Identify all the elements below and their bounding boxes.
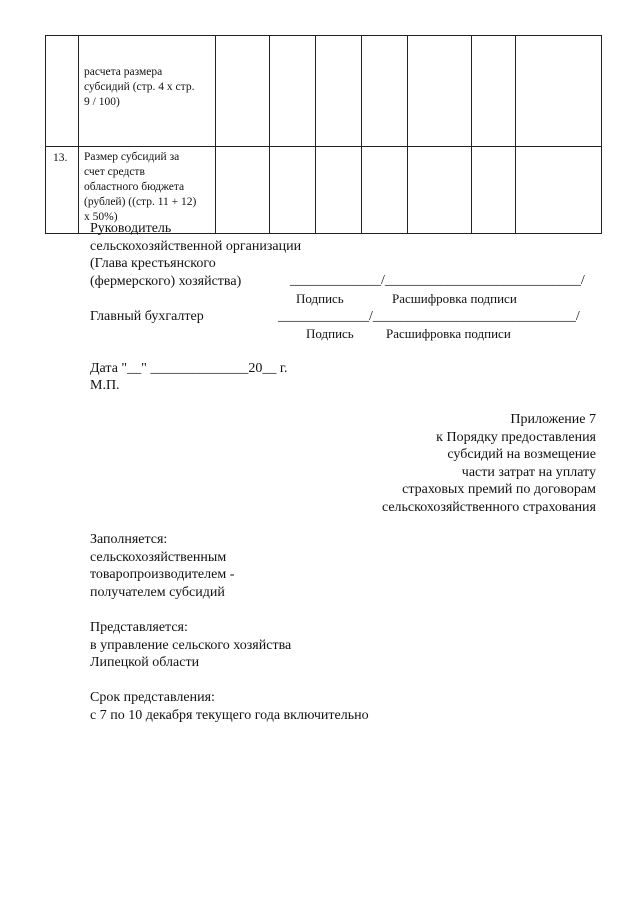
table-cell bbox=[408, 147, 472, 234]
submitted-to-block: Представляется: в управление сельского хозяйства Липецкой области bbox=[90, 620, 292, 671]
head-signatory-block: Руководитель сельскохозяйственной организации (Глава крестьянского (фермерского) хозяйства) bbox=[90, 221, 302, 289]
accountant-decoding-caption: Расшифровка подписи bbox=[386, 326, 511, 341]
head-decoding-caption: Расшифровка подписи bbox=[392, 291, 517, 306]
row-description: расчета размера субсидий (стр. 4 х стр. 9 / 100) bbox=[79, 36, 216, 147]
accountant-label: Главный бухгалтер bbox=[90, 309, 204, 324]
table-cell bbox=[270, 36, 316, 147]
accountant-signature-caption: Подпись bbox=[306, 326, 354, 341]
date-line: Дата "__" ______________20__ г. bbox=[90, 361, 288, 376]
table-cell bbox=[362, 36, 408, 147]
table-cell bbox=[316, 147, 362, 234]
filled-by-block: Заполняется: сельскохозяйственным товаропроизводителем - получателем субсидий bbox=[90, 532, 235, 600]
head-signature-caption: Подпись bbox=[296, 291, 344, 306]
table-cell bbox=[516, 36, 602, 147]
head-signature-line: _____________/____________________________/ bbox=[290, 273, 585, 288]
table-cell bbox=[472, 147, 516, 234]
table-cell bbox=[362, 147, 408, 234]
table-cell bbox=[316, 36, 362, 147]
row-number bbox=[46, 36, 79, 147]
deadline-block: Срок представления: с 7 по 10 декабря текущего года включительно bbox=[90, 690, 369, 723]
appendix-heading: Приложение 7 к Порядку предоставления субсидий на возмещение части затрат на уплату страховых премий по договорам сельскохозяйственного страхования bbox=[381, 412, 596, 515]
accountant-signature-line: _____________/_____________________________/ bbox=[278, 309, 580, 324]
table-cell bbox=[408, 36, 472, 147]
subsidy-calculation-table bbox=[45, 35, 602, 234]
table-cell bbox=[472, 36, 516, 147]
stamp-label: М.П. bbox=[90, 378, 120, 393]
row-description: Размер субсидий за счет средств областного бюджета (рублей) ((стр. 11 + 12) х 50%) bbox=[79, 147, 216, 234]
table-cell bbox=[216, 36, 270, 147]
table-row bbox=[46, 36, 602, 147]
table-cell bbox=[516, 147, 602, 234]
row-number: 13. bbox=[46, 147, 79, 234]
